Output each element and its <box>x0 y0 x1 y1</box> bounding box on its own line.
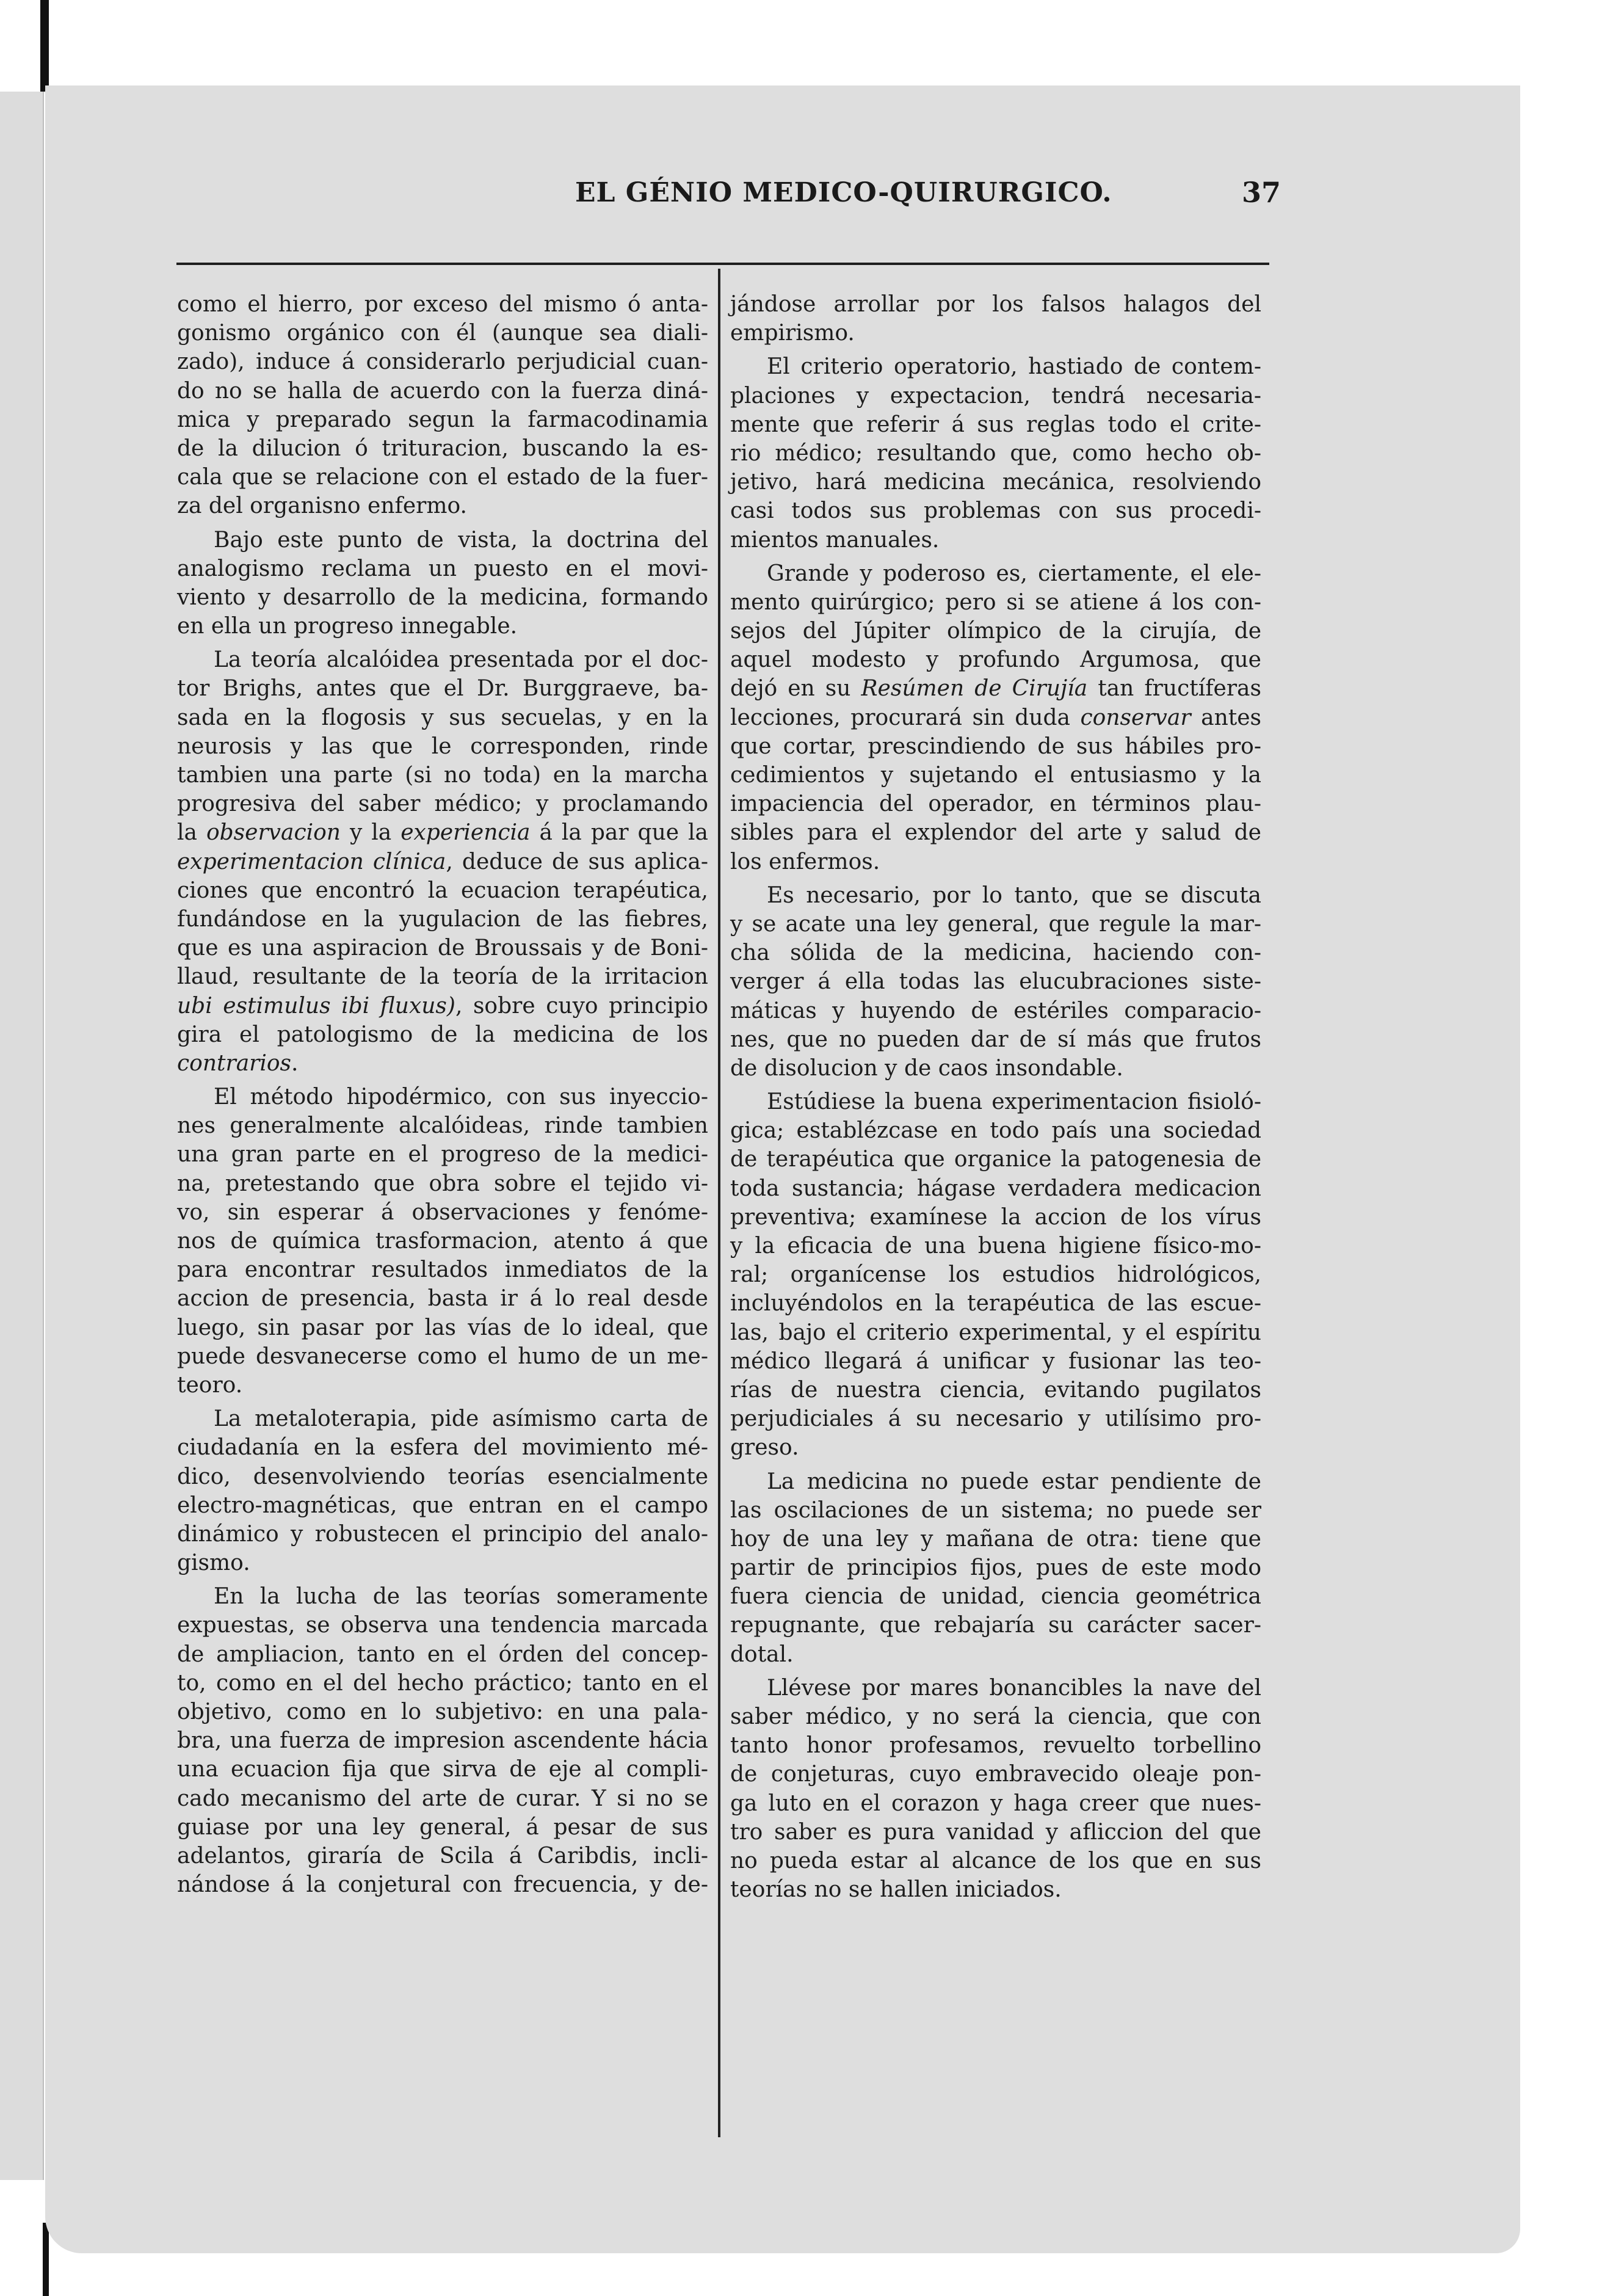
text-line: impaciencia del operador, en términos plau- <box>730 791 1261 817</box>
text-line: viento y desarrollo de la medicina, formando <box>177 584 708 610</box>
paragraph-gap <box>730 554 1261 559</box>
page-number: 37 <box>1242 176 1281 209</box>
text-line: preventiva; examínese la accion de los vírus <box>730 1204 1261 1230</box>
text-line: La medicina no puede estar pendiente de <box>767 1469 1261 1494</box>
text-line: gica; establézcase en todo país una sociedad <box>730 1118 1261 1144</box>
text-line: casi todos sus problemas con sus procedi- <box>730 498 1261 524</box>
text-line: do no se halla de acuerdo con la fuerza diná- <box>177 378 708 404</box>
paragraph-gap <box>730 1462 1261 1467</box>
text-line: jetivo, hará medicina mecánica, resolviendo <box>730 470 1261 495</box>
text-line: neurosis y las que le corresponden, rinde <box>177 733 708 759</box>
text-line: nes, que no pueden dar de sí más que frutos <box>730 1026 1261 1052</box>
text-line: fundándose en la yugulacion de las fiebres, <box>177 906 708 932</box>
paragraph-gap <box>730 1904 1261 1909</box>
column-divider <box>718 269 720 2137</box>
italic-text: contrarios <box>177 1050 292 1076</box>
text-line: de terapéutica que organice la patogenesia de <box>730 1147 1261 1172</box>
paragraph-gap <box>730 876 1261 881</box>
text-line: en ella un progreso innegable. <box>177 614 518 639</box>
text-line: hoy de una ley y mañana de otra: tiene que <box>730 1526 1261 1552</box>
text-line: La teoría alcalóidea presentada por el doc- <box>214 647 708 673</box>
paragraph <box>730 1467 1261 1669</box>
text-line: guiase por una ley general, á pesar de sus <box>177 1814 708 1840</box>
paragraph <box>730 559 1261 876</box>
paragraph <box>177 290 708 521</box>
paragraph <box>177 1083 708 1400</box>
text-line: Grande y poderoso es, ciertamente, el ele- <box>767 561 1261 586</box>
paragraph <box>730 352 1261 554</box>
text-line: cado mecanismo del arte de curar. Y si no se <box>177 1786 708 1811</box>
italic-text: conservar <box>1080 705 1191 730</box>
text-line: El criterio operatorio, hastiado de contem- <box>767 354 1261 380</box>
text-line: adelantos, giraría de Scila á Caribdis, incli- <box>177 1843 708 1869</box>
paragraph-gap <box>177 521 708 526</box>
text-line: dico, desenvolviendo teorías esencialmente <box>177 1464 708 1489</box>
header-rule <box>176 263 1269 265</box>
text-line: rio médico; resultando que, como hecho ob- <box>730 440 1261 466</box>
text-line: las oscilaciones de un sistema; no puede ser <box>730 1497 1261 1523</box>
text-line: las, bajo el criterio experimental, y el espíritu <box>730 1320 1261 1345</box>
text-line: toda sustancia; hágase verdadera medicacion <box>730 1175 1261 1201</box>
text-line: sejos del Júpiter olímpico de la cirujía, de <box>730 619 1261 644</box>
running-head-title: EL GÉNIO MEDICO-QUIRURGICO. <box>575 177 1112 208</box>
text-line: Es necesario, por lo tanto, que se discuta <box>767 882 1261 908</box>
text-line: cala que se relacione con el estado de la fuer- <box>177 465 708 490</box>
text-line: jándose arrollar por los falsos halagos del <box>730 292 1261 317</box>
text-line: teorías no se hallen iniciados. <box>730 1877 1062 1903</box>
text-line: y la eficacia de una buena higiene físico-mo- <box>730 1233 1261 1259</box>
italic-text: observacion <box>206 820 341 846</box>
text-line: aquel modesto y profundo Argumosa, que <box>730 647 1261 673</box>
text-line: de disolucion y de caos insondable. <box>730 1055 1123 1081</box>
text-line: experimentacion clínica, deduce de sus aplica- <box>177 849 708 874</box>
paragraph <box>177 645 708 1078</box>
text-line: una gran parte en el progreso de la medici- <box>177 1142 708 1168</box>
text-line: ubi estimulus ibi fluxus), sobre cuyo principio <box>177 993 708 1019</box>
paragraph <box>177 1582 708 1899</box>
text-line: máticas y huyendo de estériles comparacio- <box>730 998 1261 1023</box>
text-line: El método hipodérmico, con sus inyeccio- <box>214 1084 708 1110</box>
text-line: za del organisno enfermo. <box>177 493 467 519</box>
text-line: repugnante, que rebajaría su carácter sacer- <box>730 1613 1261 1638</box>
text-line: Estúdiese la buena experimentacion fisioló- <box>767 1089 1261 1115</box>
text-line: analogismo reclama un puesto en el movi- <box>177 556 708 581</box>
text-line: ga luto en el corazon y haga creer que nues- <box>730 1790 1261 1816</box>
text-line: mento quirúrgico; pero si se atiene á los con- <box>730 589 1261 615</box>
text-line: incluyéndolos en la terapéutica de las escue- <box>730 1291 1261 1317</box>
text-line: tor Brighs, antes que el Dr. Burggraeve, ba- <box>177 676 708 702</box>
text-line: expuestas, se observa una tendencia marcada <box>177 1613 708 1638</box>
text-line: contrarios. <box>177 1050 299 1076</box>
text-line: dotal. <box>730 1641 794 1667</box>
paragraph-gap <box>177 1078 708 1083</box>
text-line: ral; organícense los estudios hidrológicos, <box>730 1262 1261 1288</box>
text-line: rías de nuestra ciencia, evitando pugilatos <box>730 1377 1261 1403</box>
left-column <box>177 290 708 1904</box>
text-line: zado), induce á considerarlo perjudicial cuan- <box>177 349 708 375</box>
text-line: progresiva del saber médico; y proclamando <box>177 791 708 817</box>
paragraph <box>730 1088 1261 1462</box>
italic-text: experimentacion clínica <box>177 849 446 874</box>
text-line: nándose á la conjetural con frecuencia, y de- <box>177 1872 708 1898</box>
scanned-page <box>45 85 1520 2253</box>
text-line: dejó en su Resúmen de Cirujía tan fructíferas <box>730 676 1261 702</box>
text-line: de la dilucion ó trituracion, buscando la es- <box>177 435 708 461</box>
paragraph-gap <box>177 641 708 645</box>
text-line: la observacion y la experiencia á la par que la <box>177 820 708 846</box>
text-line: tambien una parte (si no toda) en la marcha <box>177 763 708 788</box>
text-line: electro-magnéticas, que entran en el campo <box>177 1492 708 1518</box>
italic-text: experiencia <box>400 820 531 846</box>
text-line: placiones y expectacion, tendrá necesaria- <box>730 383 1261 409</box>
paragraph-gap <box>730 347 1261 352</box>
text-line: Llévese por mares bonancibles la nave del <box>767 1675 1261 1701</box>
paragraph <box>730 881 1261 1083</box>
paragraph <box>730 1674 1261 1905</box>
text-line: sibles para el explendor del arte y salud de <box>730 820 1261 846</box>
text-line: de conjeturas, cuyo embravecido oleaje pon- <box>730 1762 1261 1787</box>
text-line: que cortar, prescindiendo de sus hábiles pro- <box>730 733 1261 759</box>
text-line: para encontrar resultados inmediatos de la <box>177 1257 708 1283</box>
book-binding-shadow-bottom <box>43 2223 49 2296</box>
text-line: Bajo este punto de vista, la doctrina del <box>214 527 708 553</box>
paragraph-gap <box>177 1577 708 1582</box>
text-line: y se acate una ley general, que regule la mar- <box>730 911 1261 937</box>
facing-page-edge <box>0 92 44 2180</box>
text-line: lecciones, procurará sin duda conservar antes <box>730 705 1262 730</box>
text-line: accion de presencia, basta ir á lo real desde <box>177 1286 708 1312</box>
text-line: fuera ciencia de unidad, ciencia geométrica <box>730 1584 1261 1610</box>
text-line: ciudadanía en la esfera del movimiento mé- <box>177 1435 708 1461</box>
text-line: gira el patologismo de la medicina de los <box>177 1022 708 1047</box>
text-line: En la lucha de las teorías someramente <box>214 1584 708 1610</box>
right-column <box>730 290 1261 1909</box>
paragraph-gap <box>730 1083 1261 1088</box>
text-line: que es una aspiracion de Broussais y de Boni- <box>177 935 708 961</box>
text-line: bra, una fuerza de impresion ascendente hácia <box>177 1728 708 1754</box>
text-line: teoro. <box>177 1372 243 1398</box>
text-line: mica y preparado segun la farmacodinamia <box>177 407 708 432</box>
text-line: sada en la flogosis y sus secuelas, y en la <box>177 705 708 730</box>
text-line: vo, sin esperar á observaciones y fenóme- <box>177 1199 708 1225</box>
text-line: llaud, resultante de la teoría de la irritacion <box>177 964 708 990</box>
text-line: nos de química trasformacion, atento á que <box>177 1229 708 1254</box>
paragraph <box>177 1404 708 1577</box>
text-line: los enfermos. <box>730 849 880 874</box>
text-line: objetivo, como en lo subjetivo: en una pala- <box>177 1699 708 1724</box>
text-line: luego, sin pasar por las vías de lo ideal, que <box>177 1315 708 1340</box>
paragraph-gap <box>177 1400 708 1404</box>
text-line: gonismo orgánico con él (aunque sea diali- <box>177 321 708 346</box>
text-line: médico llegará á unificar y fusionar las teo- <box>730 1348 1261 1374</box>
text-line: perjudiciales á su necesario y utilísimo pro- <box>730 1406 1261 1432</box>
text-line: tanto honor profesamos, revuelto torbellino <box>730 1733 1261 1759</box>
text-line: partir de principios fijos, pues de este modo <box>730 1555 1261 1581</box>
text-line: puede desvanecerse como el humo de un me- <box>177 1343 708 1369</box>
text-line: greso. <box>730 1435 799 1461</box>
text-line: La metaloterapia, pide asímismo carta de <box>214 1406 708 1432</box>
text-line: cha sólida de la medicina, haciendo con- <box>730 940 1261 966</box>
text-line: una ecuacion fija que sirva de eje al compli- <box>177 1757 708 1782</box>
text-line: tro saber es pura vanidad y afliccion del que <box>730 1819 1261 1845</box>
text-line: como el hierro, por exceso del mismo ó anta- <box>177 292 708 317</box>
text-line: cedimientos y sujetando el entusiasmo y la <box>730 763 1261 788</box>
italic-text: ubi estimulus ibi fluxus) <box>177 993 455 1019</box>
text-line: no pueda estar al alcance de los que en sus <box>730 1848 1261 1873</box>
paragraph <box>730 290 1261 347</box>
paragraph-gap <box>177 1899 708 1904</box>
text-line: mente que referir á sus reglas todo el crite- <box>730 412 1261 437</box>
text-line: dinámico y robustecen el principio del analo- <box>177 1521 708 1547</box>
text-line: verger á ella todas las elucubraciones siste- <box>730 969 1261 995</box>
text-line: empirismo. <box>730 321 855 346</box>
text-line: na, pretestando que obra sobre el tejido vi- <box>177 1171 708 1196</box>
text-line: de ampliacion, tanto en el órden del concep- <box>177 1641 708 1667</box>
paragraph <box>177 526 708 641</box>
italic-text: Resúmen de Cirujía <box>861 676 1088 702</box>
paragraph-gap <box>730 1669 1261 1674</box>
book-binding-shadow-top <box>40 0 49 92</box>
text-line: mientos manuales. <box>730 527 940 553</box>
text-line: nes generalmente alcalóideas, rinde tambien <box>177 1113 708 1139</box>
text-line: to, como en el del hecho práctico; tanto en el <box>177 1670 708 1696</box>
text-line: gismo. <box>177 1550 250 1576</box>
text-line: ciones que encontró la ecuacion terapéutica, <box>177 877 708 903</box>
text-line: saber médico, y no será la ciencia, que con <box>730 1704 1261 1729</box>
